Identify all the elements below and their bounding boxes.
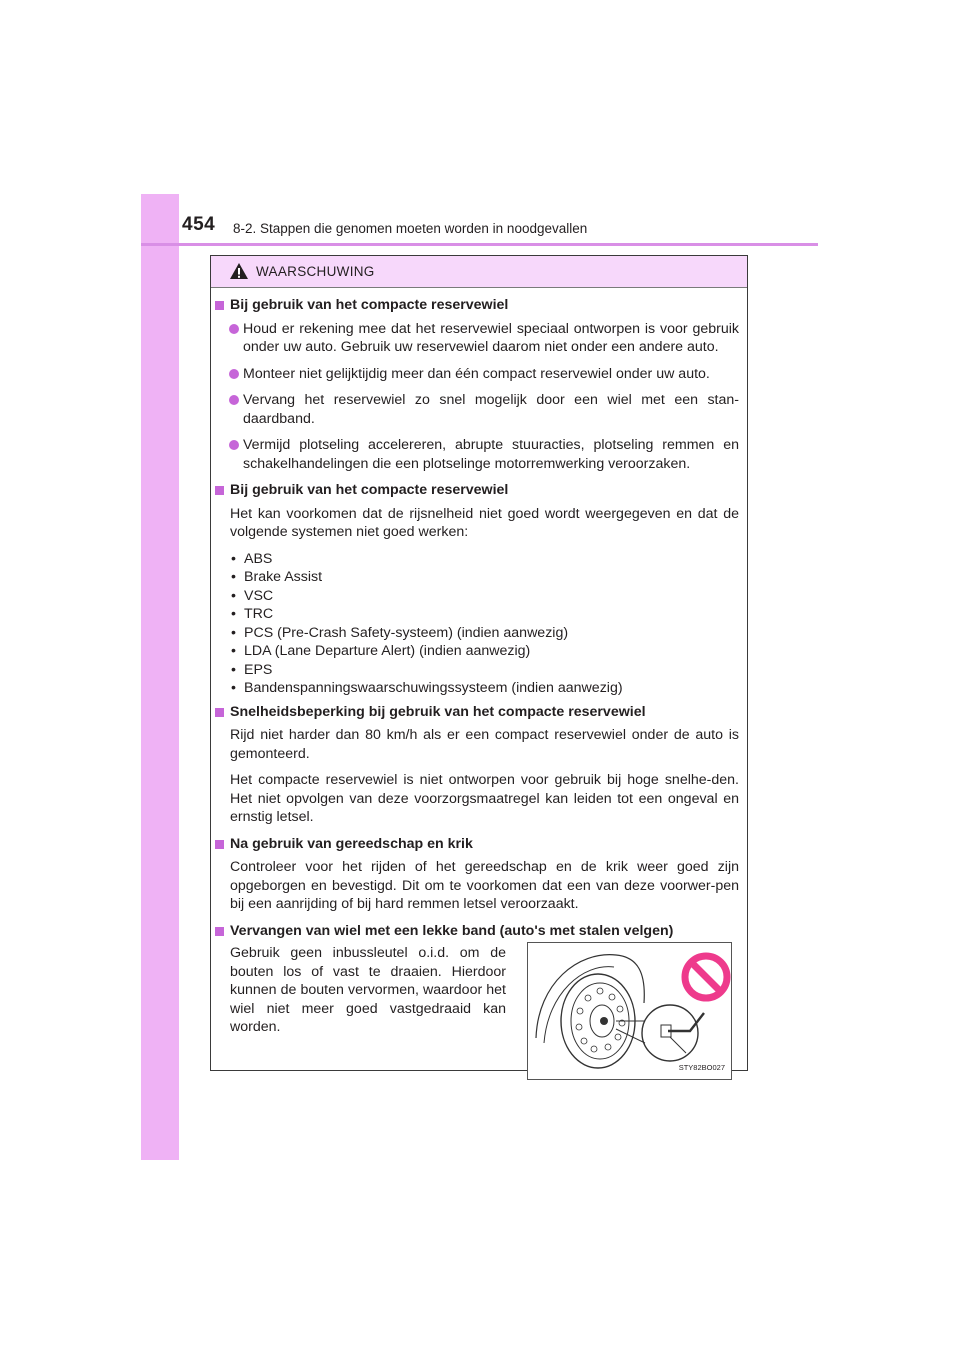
list-item: • TRC — [230, 605, 747, 624]
list-item: • EPS — [230, 661, 747, 680]
list-item: • Bandenspanningswaarschuwingssysteem (indien aanwezig) — [230, 679, 747, 698]
bullet-item: Vermijd plotseling accelereren, abrupte stuuracties, plotseling remmen en schakelhandelingen die een plotselinge motorremwerking veroorzaken. — [229, 436, 739, 473]
system-list — [230, 550, 747, 698]
heading-square-icon — [215, 927, 224, 936]
figure-code: STY82BO027 — [678, 1062, 725, 1072]
heading-square-icon — [215, 840, 224, 849]
bullet-dot-icon — [229, 369, 239, 379]
paragraph: Rijd niet harder dan 80 km/h als er een compact reservewiel onder de auto is gemonteerd. — [230, 727, 739, 762]
warning-label: WAARSCHUWING — [256, 264, 375, 279]
section-heading: Bij gebruik van het compacte reservewiel — [215, 481, 733, 500]
section-header: 8-2. Stappen die genomen moeten worden in noodgevallen — [233, 221, 588, 236]
bullet-dot-icon — [229, 440, 239, 450]
list-item: • LDA (Lane Departure Alert) (indien aanwezig) — [230, 642, 747, 661]
chapter-sidebar — [141, 194, 179, 1160]
paragraph: Gebruik geen inbussleutel o.i.d. om de bouten los of vast te draaien. Hierdoor kunnen de bouten vervormen, waardoor het wiel niet meer goed vastgedraaid kan worden. — [230, 945, 506, 1035]
bullet-item: Vervang het reservewiel zo snel mogelijk door een wiel met een stan-daardband. — [229, 391, 739, 428]
section-heading: Vervangen van wiel met een lekke band (auto's met stalen velgen) — [215, 922, 733, 941]
heading-square-icon — [215, 301, 224, 310]
paragraph: Het kan voorkomen dat de rijsnelheid niet goed wordt weergegeven en dat de volgende systemen niet goed werken: — [230, 505, 739, 540]
heading-square-icon — [215, 486, 224, 495]
figure-section — [211, 940, 747, 1088]
paragraph: Controleer voor het rijden of het gereedschap en de krik weer goed zijn opgeborgen en bevestigd. Dit om te voorkomen dat een van deze voorwer-pen bij een aanrijding of bij hard remmen letsel veroorzaakt. — [230, 859, 739, 912]
page-number: 454 — [182, 214, 216, 235]
warning-triangle-icon — [229, 262, 249, 280]
list-item: • Brake Assist — [230, 568, 747, 587]
section-heading: Na gebruik van gereedschap en krik — [215, 835, 733, 854]
heading-square-icon — [215, 708, 224, 717]
list-item: • PCS (Pre-Crash Safety-systeem) (indien aanwezig) — [230, 624, 747, 643]
bullet-item: Monteer niet gelijktijdig meer dan één compact reservewiel onder uw auto. — [229, 365, 739, 384]
list-item: • ABS — [230, 550, 747, 569]
warning-body — [211, 296, 747, 1088]
bullet-item: Houd er rekening mee dat het reservewiel speciaal ontworpen is voor gebruik onder uw auto. Gebruik uw reservewiel daarom niet onder een andere auto. — [229, 320, 739, 357]
paragraph: Het compacte reservewiel is niet ontworpen voor gebruik bij hoge snelhe-den. Het niet opvolgen van deze voorzorgsmaatregel kan leiden tot een ongeval en ernstig letsel. — [230, 772, 739, 825]
warning-header — [211, 256, 747, 288]
list-item: • VSC — [230, 587, 747, 606]
bullet-dot-icon — [229, 324, 239, 334]
wheel-illustration — [527, 942, 732, 1080]
section-heading: Snelheidsbeperking bij gebruik van het compacte reservewiel — [215, 703, 733, 722]
bullet-dot-icon — [229, 395, 239, 405]
section-heading: Bij gebruik van het compacte reservewiel — [215, 296, 733, 315]
warning-box — [210, 255, 748, 1071]
header-rule — [141, 243, 818, 246]
